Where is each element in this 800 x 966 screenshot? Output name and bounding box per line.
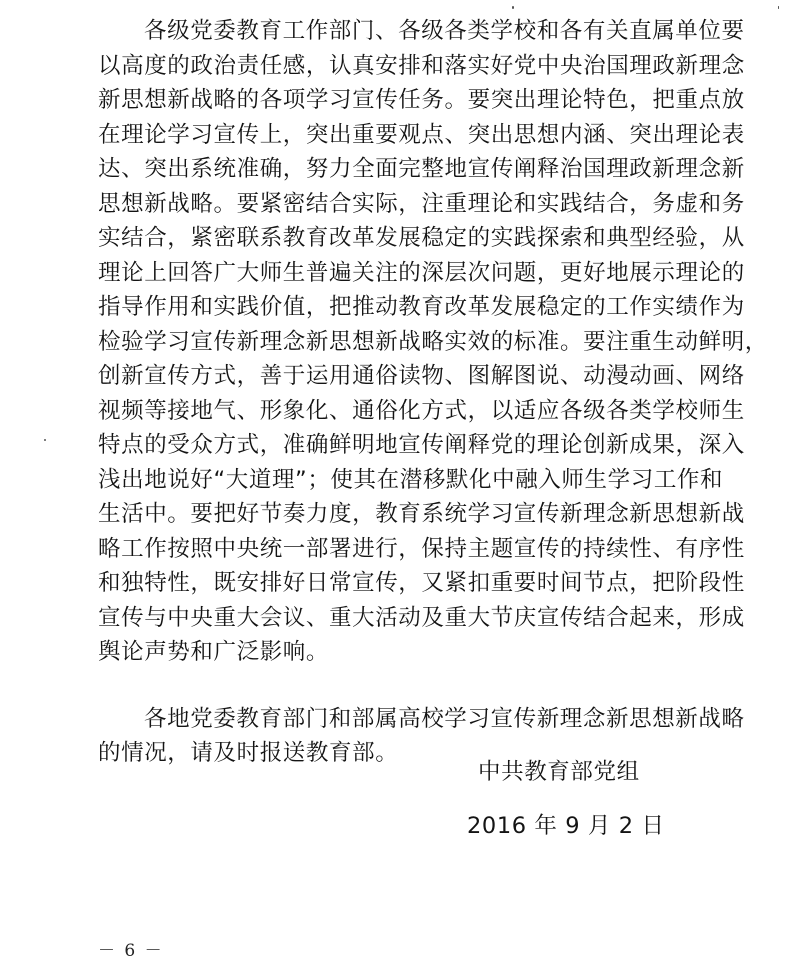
document-body xyxy=(98,14,768,771)
scan-speck xyxy=(778,6,779,9)
text-line: 和独特性，既安排好日常宣传，又紧扣重要时间节点，把阶段性 xyxy=(98,570,745,596)
scan-speck xyxy=(512,6,514,9)
paragraph-gap xyxy=(98,670,698,702)
text-line: 在理论学习宣传上，突出重要观点、突出思想内涵、突出理论表 xyxy=(98,121,745,148)
text-line: 各地党委教育部门和部属高校学习宣传新理念新思想新战略 xyxy=(144,705,745,732)
page-number: － 6 － xyxy=(98,941,164,961)
text-line: 宣传与中央重大会议、重大活动及重大节庆宣传结合起来，形成 xyxy=(98,604,745,631)
text-line: 特点的受众方式，准确鲜明地宣传阐释党的理论创新成果，深入 xyxy=(98,432,745,458)
text-line: 新思想新战略的各项学习宣传任务。要突出理论特色，把重点放 xyxy=(98,87,745,113)
text-line: 以高度的政治责任感，认真安排和落实好党中央治国理政新理念 xyxy=(98,52,745,79)
text-line: 舆论声势和广泛影响。 xyxy=(98,639,330,665)
text-line: 创新宣传方式，善于运用通俗读物、图解图说、动漫动画、网络 xyxy=(98,363,745,389)
text-line: 实结合，紧密联系教育改革发展稳定的实践探索和典型经验，从 xyxy=(98,225,745,251)
text-line: 指导作用和实践价值，把推动教育改革发展稳定的工作实绩作为 xyxy=(98,294,745,320)
text-line: 略工作按照中央统一部署进行，保持主题宣传的持续性、有序性 xyxy=(98,535,745,562)
text-line: 达、突出系统准确，努力全面完整地宣传阐释治国理政新理念新 xyxy=(98,156,745,182)
signature: 中共教育部党组 xyxy=(478,759,640,785)
text-line: 检验学习宣传新理念新思想新战略实效的标准。要注重生动鲜明， xyxy=(98,328,768,355)
text-line: 的情况，请及时报送教育部。 xyxy=(98,740,399,766)
text-line: 理论上回答广大师生普遍关注的深层次问题，更好地展示理论的 xyxy=(98,259,745,286)
text-line: 各级党委教育工作部门、各级各类学校和各有关直属单位要 xyxy=(144,18,745,44)
text-line: 生活中。要把好节奏力度，教育系统学习宣传新理念新思想新战 xyxy=(98,501,745,527)
text-line: 视频等接地气、形象化、通俗化方式，以适应各级各类学校师生 xyxy=(98,397,745,424)
paragraph-1 xyxy=(98,14,768,670)
text-line: 思想新战略。要紧密结合实际，注重理论和实践结合，务虚和务 xyxy=(98,190,745,217)
document-date: 2016 年 9 月 2 日 xyxy=(467,813,665,839)
scan-speck xyxy=(44,439,46,441)
text-line: 浅出地说好“大道理”；使其在潜移默化中融入师生学习工作和 xyxy=(98,466,724,493)
